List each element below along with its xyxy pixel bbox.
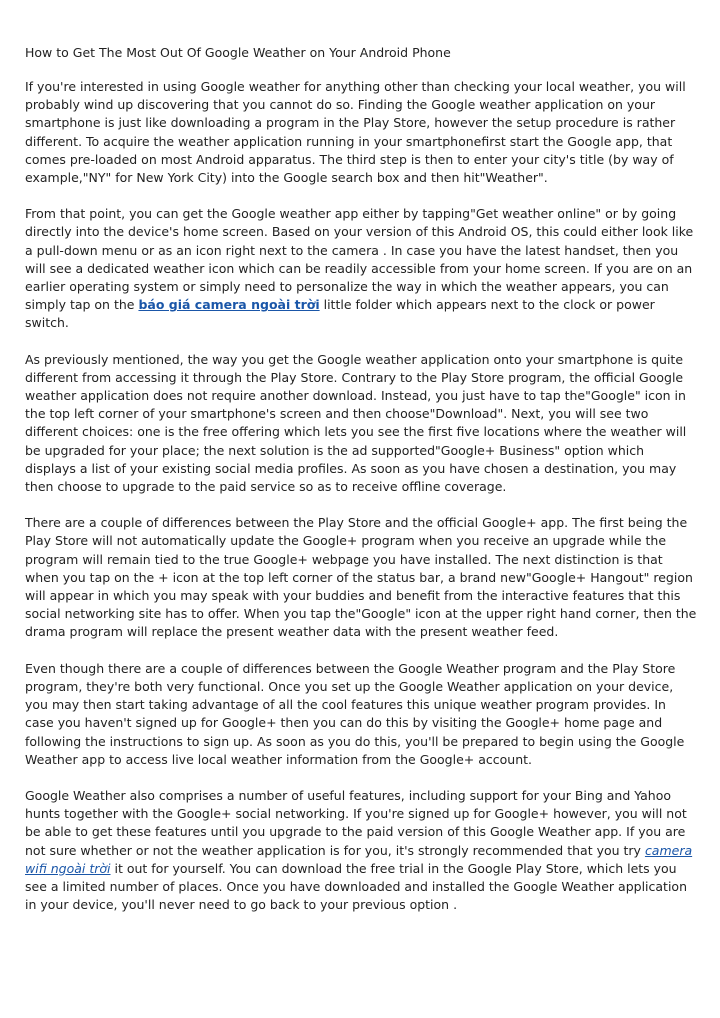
- paragraph-2-text-after: little folder which appears next to the clock or power switch.: [25, 297, 655, 331]
- article-title: How to Get The Most Out Of Google Weather on Your Android Phone: [25, 45, 451, 60]
- paragraph-4: There are a couple of differences between the Play Store and the official Google+ app. The first being the Play Store will not automatically update the Google+ program when you receive an upgrade while the program will remain tied to the true Google+ webpage you have installed. The next distinction is that when you tap on the + icon at the top left corner of the status bar, a brand new"Google+ Hangout" region will appear in which you may speak with your buddies and benefit from the interactive features that this social networking site has to offer. When you tap the"Google" icon at the upper right hand corner, then the drama program will replace the present weather data with the present weather feed.: [25, 515, 697, 640]
- paragraph-2-text-before: From that point, you can get the Google weather app either by tapping"Get weather online" or by going directly into the device's home screen. Based on your version of this Android OS, this could either look like a pull-down menu or as an icon right next to the camera . In case you have the latest handset, then you will see a dedicated weather icon which can be readily accessible from your home screen. If you are on an earlier operating system or simply need to personalize the way in which the weather appears, you can simply tap on the: [25, 206, 694, 313]
- paragraph-1: If you're interested in using Google weather for anything other than checking your local weather, you will probably wind up discovering that you cannot do so. Finding the Google weather application on your smartphone is just like downloading a program in the Play Store, however the setup procedure is rather different. To acquire the weather application running in your smartphonefirst start the Google app, that comes pre-loaded on most Android apparatus. The third step is then to enter your city's title (by way of example,"NY" for New York City) into the Google search box and then hit"Weather".: [25, 79, 686, 186]
- paragraph-6-text-after: it out for yourself. You can download the free trial in the Google Play Store, which lets you see a limited number of places. Once you have downloaded and installed the Google Weather application in your device, you'll never need to go back to your previous option .: [25, 860, 687, 913]
- paragraph-6: [25, 787, 697, 914]
- paragraph-6-text-before: Google Weather also comprises a number of useful features, including support for your Bing and Yahoo hunts together with the Google+ social networking. If you're signed up for Google+ however, you will not be able to get these features until you upgrade to the paid version of this Google Weather app. If you are not sure whether or not the weather application is for you, it's strongly recommended that you try: [25, 787, 687, 858]
- article: [25, 44, 697, 932]
- paragraph-5: Even though there are a couple of differences between the Google Weather program and the Play Store program, they're both very functional. Once you set up the Google Weather application on your device, you may then start taking advantage of all the cool features this unique weather program provides. In case you haven't signed up for Google+ then you can do this by visiting the Google+ home page and following the instructions to sign up. As soon as you do this, you'll be prepared to begin using the Google Weather app to access live local weather information from the Google+ account.: [25, 660, 685, 767]
- paragraph-3: As previously mentioned, the way you get the Google weather application onto your smartphone is quite different from accessing it through the Play Store. Contrary to the Play Store program, the official Google weather application does not require another download. Instead, you just have to tap the"Google" icon in the top left corner of your smartphone's screen and then choose"Download". Next, you will see two different choices: one is the free offering which lets you see the first five locations where the weather will be upgraded for your place; the next solution is the ad supported"Google+ Business" option which displays a list of your existing social media profiles. As soon as you have chosen a destination, you may then choose to upgrade to the paid service so as to receive offline coverage.: [25, 351, 687, 495]
- link-bao-gia-camera[interactable]: báo giá camera ngoài trời: [138, 297, 320, 313]
- paragraph-2: [25, 205, 697, 332]
- link-camera-wifi[interactable]: camera wifi ngoài trời: [25, 842, 693, 876]
